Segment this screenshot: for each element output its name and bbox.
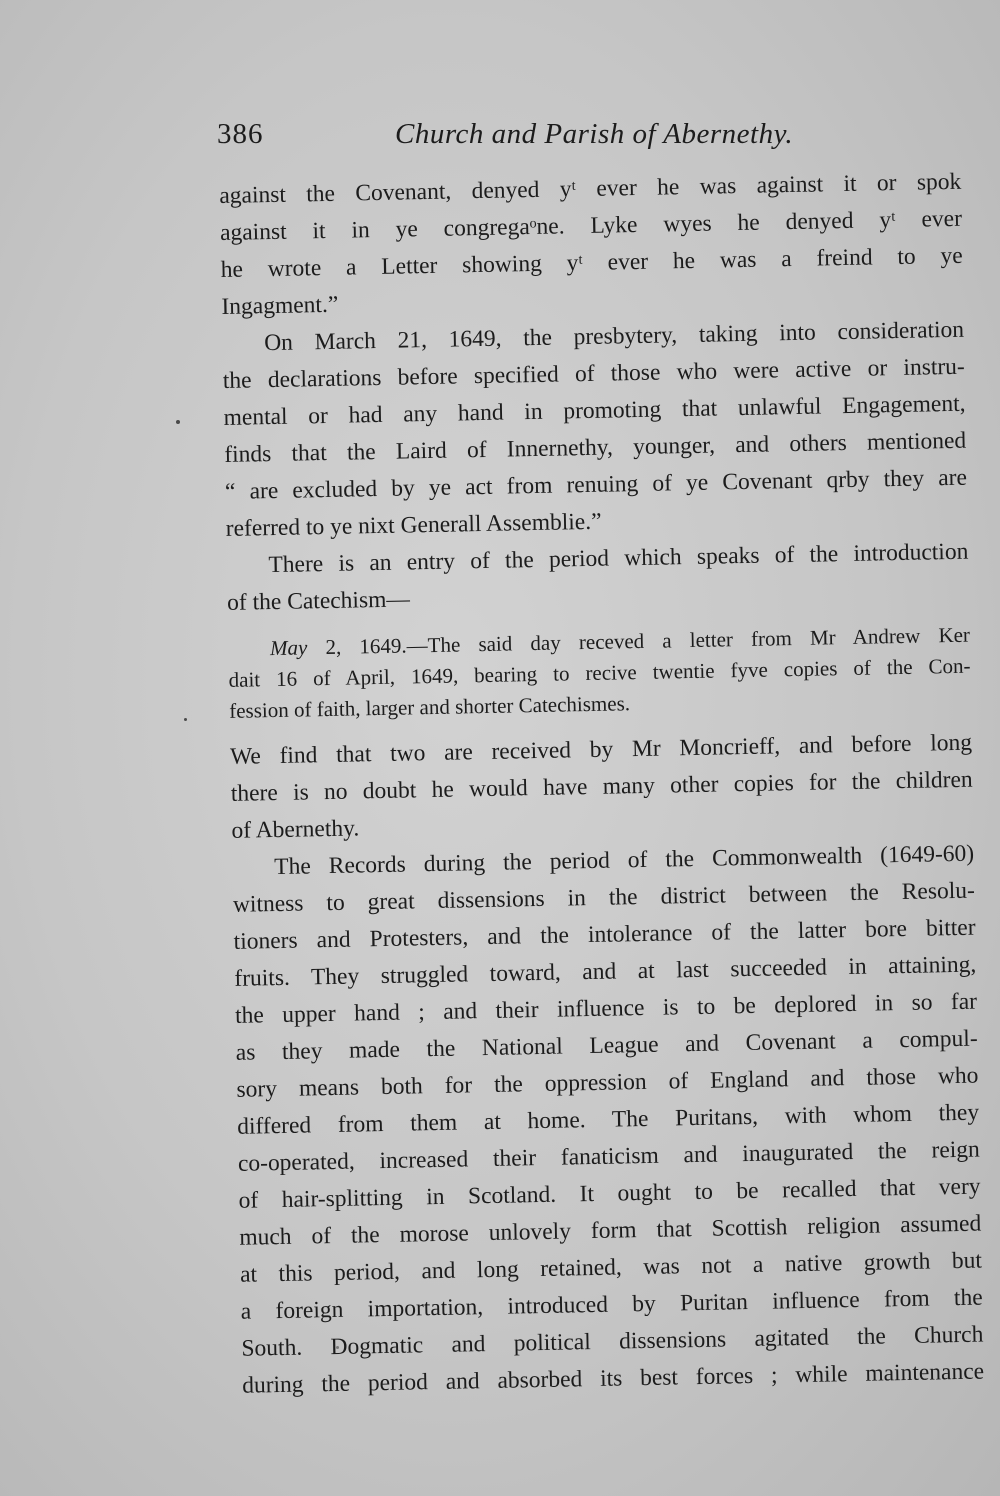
text-line: a foreign importation, introduced by Puritan influence from the [240,1284,983,1325]
quote-line: fession of faith, larger and shorter Catechismes. [229,691,631,723]
paragraph [219,164,964,326]
text-line: differed from them at home. The Puritans, with whom they [236,1099,980,1140]
text-line: of the Catechism— [226,586,411,616]
text-line: against it in ye congregaᵒne. Lyke wyes he denyed yᵗ ever [219,205,963,246]
text-line: We find that two are received by Mr Moncrieff, and before long [229,729,973,770]
text-line: the declarations before specified of those who were active or instru- [222,353,966,394]
text-line: he wrote a Letter showing yᵗ ever he was a freind to ye [220,242,963,283]
text-line: the upper hand ; and their influence is to be deplored in so far [234,988,978,1029]
paragraph [230,725,974,850]
text-line: witness to great dissensions in the district between the Resolu- [232,877,976,918]
text-line: there is no doubt he would have many other copies for the children [230,766,973,807]
paragraph [232,836,985,1405]
block-quote [228,620,972,727]
text-line: sory means both for the oppression of England and those who [236,1062,979,1103]
text-line: fruits. They struggled toward, and at last succeeded in attaining, [234,951,977,992]
text-line: as they made the National League and Covenant a compul- [235,1025,978,1066]
text-line: at this period, and long retained, was not a native growth but [239,1247,983,1288]
quote-line-text: 2, 1649.—The said day receved a letter from Mr Andrew Ker [307,622,971,660]
text-line: The Records during the period of the Commonwealth (1649-60) [273,840,975,881]
quote-line: dait 16 of April, 1649, bearing to recive twentie fyve copies of the Con- [228,653,971,692]
text-line: during the period and absorbed its best forces ; while maintenance [241,1358,985,1399]
paragraph [222,312,968,548]
text-line: against the Covenant, denyed yᵗ ever he was against it or spok [219,168,962,209]
text-line: On March 21, 1649, the presbytery, taking into consideration [263,316,965,357]
text-line: Ingagment.” [221,291,339,320]
paper-speck [176,420,180,424]
text-line: finds that the Laird of Innernethy, younger, and others mentioned [224,427,967,468]
text-line: referred to ye nixt Generall Assemblie.” [225,508,602,542]
quote-date-month: May [269,635,308,661]
page-number: 386 [217,118,264,150]
text-line: There is an entry of the period which speaks of the introduction [268,538,969,579]
paragraph [226,534,969,622]
text-line: South. Dogmatic and political dissensions agitated the Church [241,1321,984,1362]
page-header [217,118,827,158]
text-line: tioners and Protesters, and the intolerance of the latter bore bitter [233,914,976,955]
body-text [219,164,984,1405]
text-line: of hair-splitting in Scotland. It ought to be recalled that very [238,1173,981,1214]
running-title: Church and Parish of Abernethy. [395,118,794,150]
text-line: mental or had any hand in promoting that unlawful Engagement, [223,390,966,431]
text-line: co-operated, increased their fanaticism and inaugurated the reign [237,1136,981,1177]
text-line: of Abernethy. [231,815,360,844]
paper-speck [184,718,187,721]
text-line: “ are excluded by ye act from renuing of ye Covenant qrby they are [224,464,968,505]
text-line: much of the morose unlovely form that Scottish religion assumed [239,1210,982,1251]
